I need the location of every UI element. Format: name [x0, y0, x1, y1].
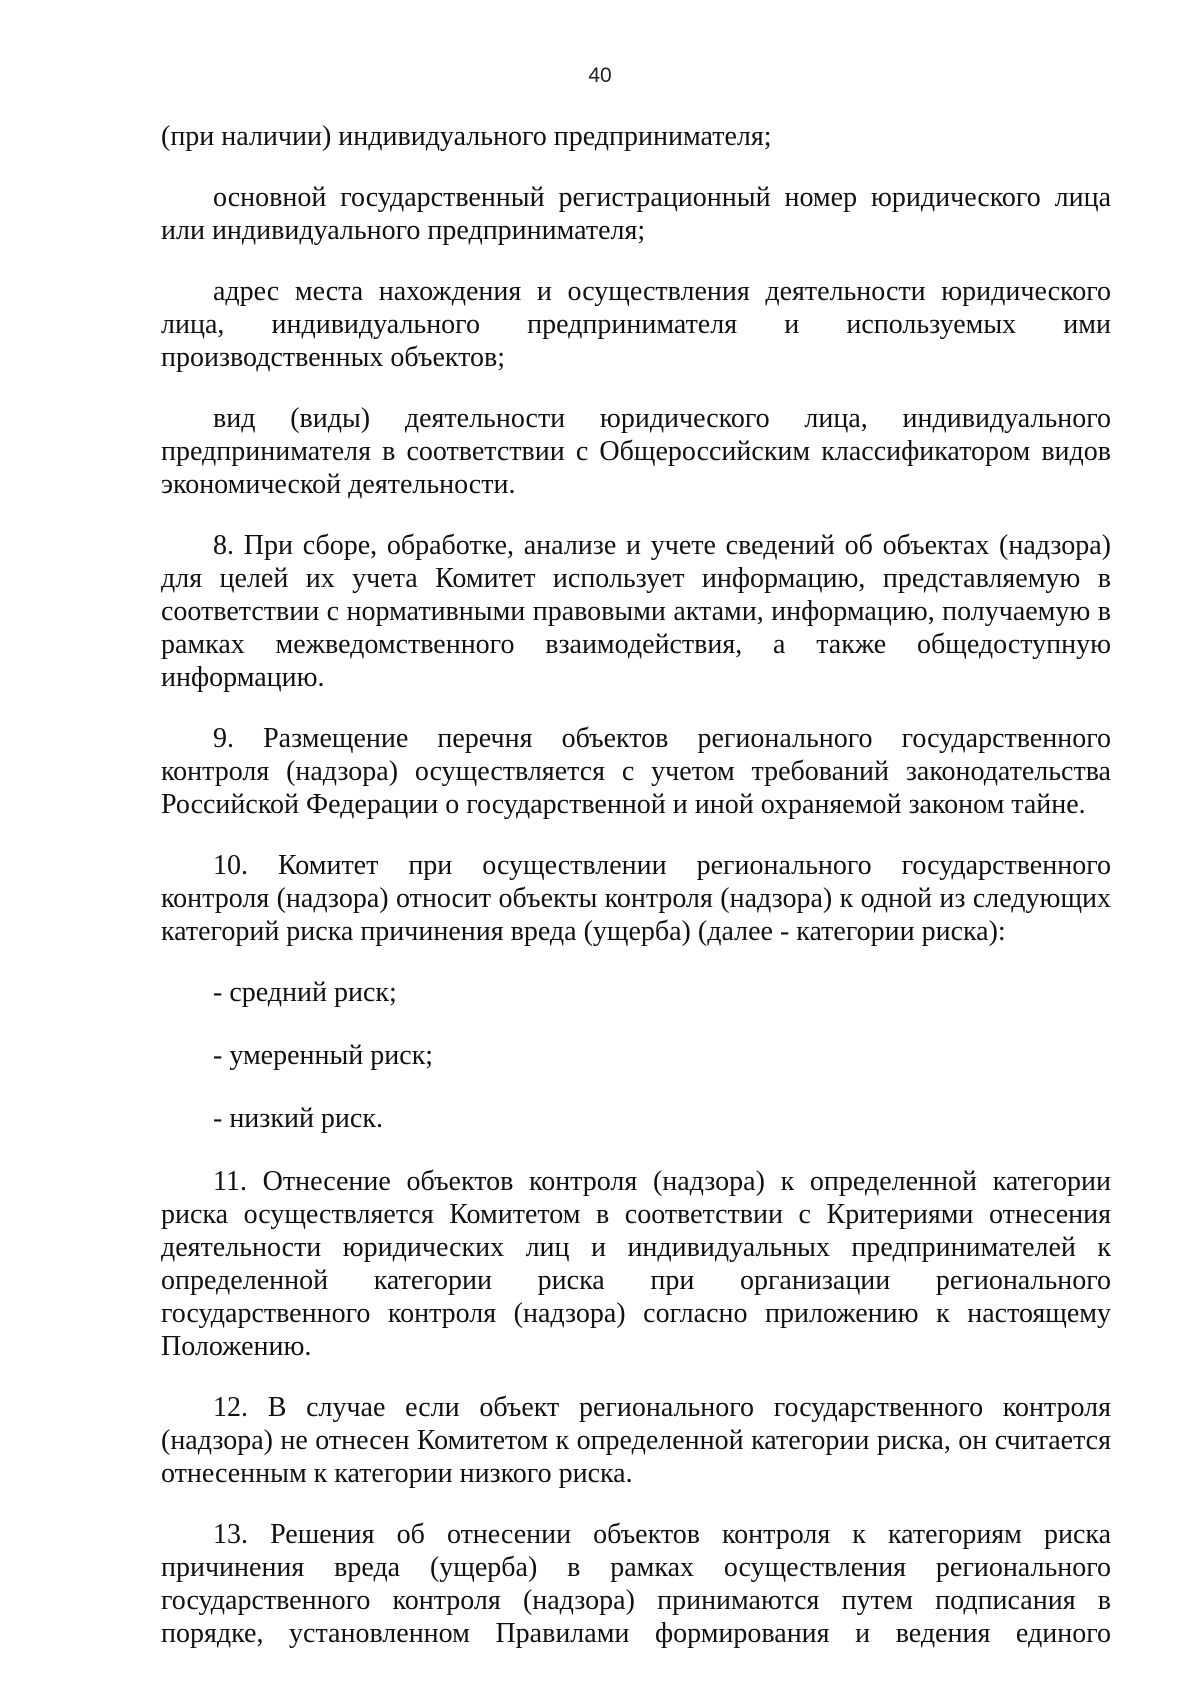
list-item-medium-risk: - средний риск;	[213, 977, 397, 1008]
paragraph-2: основной государственный регистрационный номер юридического лица или индивидуального предпринимателя;	[161, 182, 1111, 246]
paragraph-item-11: 11. Отнесение объектов контроля (надзора) к определенной категории риска осуществляется Комитетом в соответствии с Критериями отнесения деятельности юридических лиц и индивидуальных предпринимателей к определенной категории риска при организации регионального государственного контроля (надзора) согласно приложению к настоящему Положению.	[161, 1166, 1111, 1362]
paragraph-item-12: 12. В случае если объект регионального государственного контроля (надзора) не отнесен Комитетом к определенной категории риска, он считается отнесенным к категории низкого риска.	[161, 1392, 1111, 1489]
page-number: 40	[588, 64, 612, 87]
paragraph-item-13: 13. Решения об отнесении объектов контроля к категориям риска причинения вреда (ущерба) в рамках осуществления регионального государственного контроля (надзора) принимаются путем подписания в порядке, установленном Правилами формирования и ведения единого	[161, 1519, 1111, 1649]
list-item-low-risk: - низкий риск.	[213, 1103, 383, 1134]
paragraph-4: вид (виды) деятельности юридического лица, индивидуального предпринимателя в соответствии с Общероссийским классификатором видов экономической деятельности.	[161, 403, 1111, 500]
paragraph-1: (при наличии) индивидуального предпринимателя;	[161, 121, 772, 152]
paragraph-item-10: 10. Комитет при осуществлении регионального государственного контроля (надзора) относит объекты контроля (надзора) к одной из следующих категорий риска причинения вреда (ущерба) (далее - категории риска):	[161, 850, 1111, 947]
list-item-moderate-risk: - умеренный риск;	[213, 1040, 434, 1071]
document-body	[161, 120, 1111, 1678]
paragraph-3: адрес места нахождения и осуществления деятельности юридического лица, индивидуального предпринимателя и используемых ими производственных объектов;	[161, 276, 1111, 373]
paragraph-item-8: 8. При сборе, обработке, анализе и учете сведений об объектах (надзора) для целей их учета Комитет использует информацию, представляемую в соответствии с нормативными правовыми актами, информацию, получаемую в рамках межведомственного взаимодействия, а также общедоступную информацию.	[161, 530, 1111, 693]
paragraph-item-9: 9. Размещение перечня объектов регионального государственного контроля (надзора) осуществляется с учетом требований законодательства Российской Федерации о государственной и иной охраняемой законом тайне.	[161, 723, 1111, 820]
